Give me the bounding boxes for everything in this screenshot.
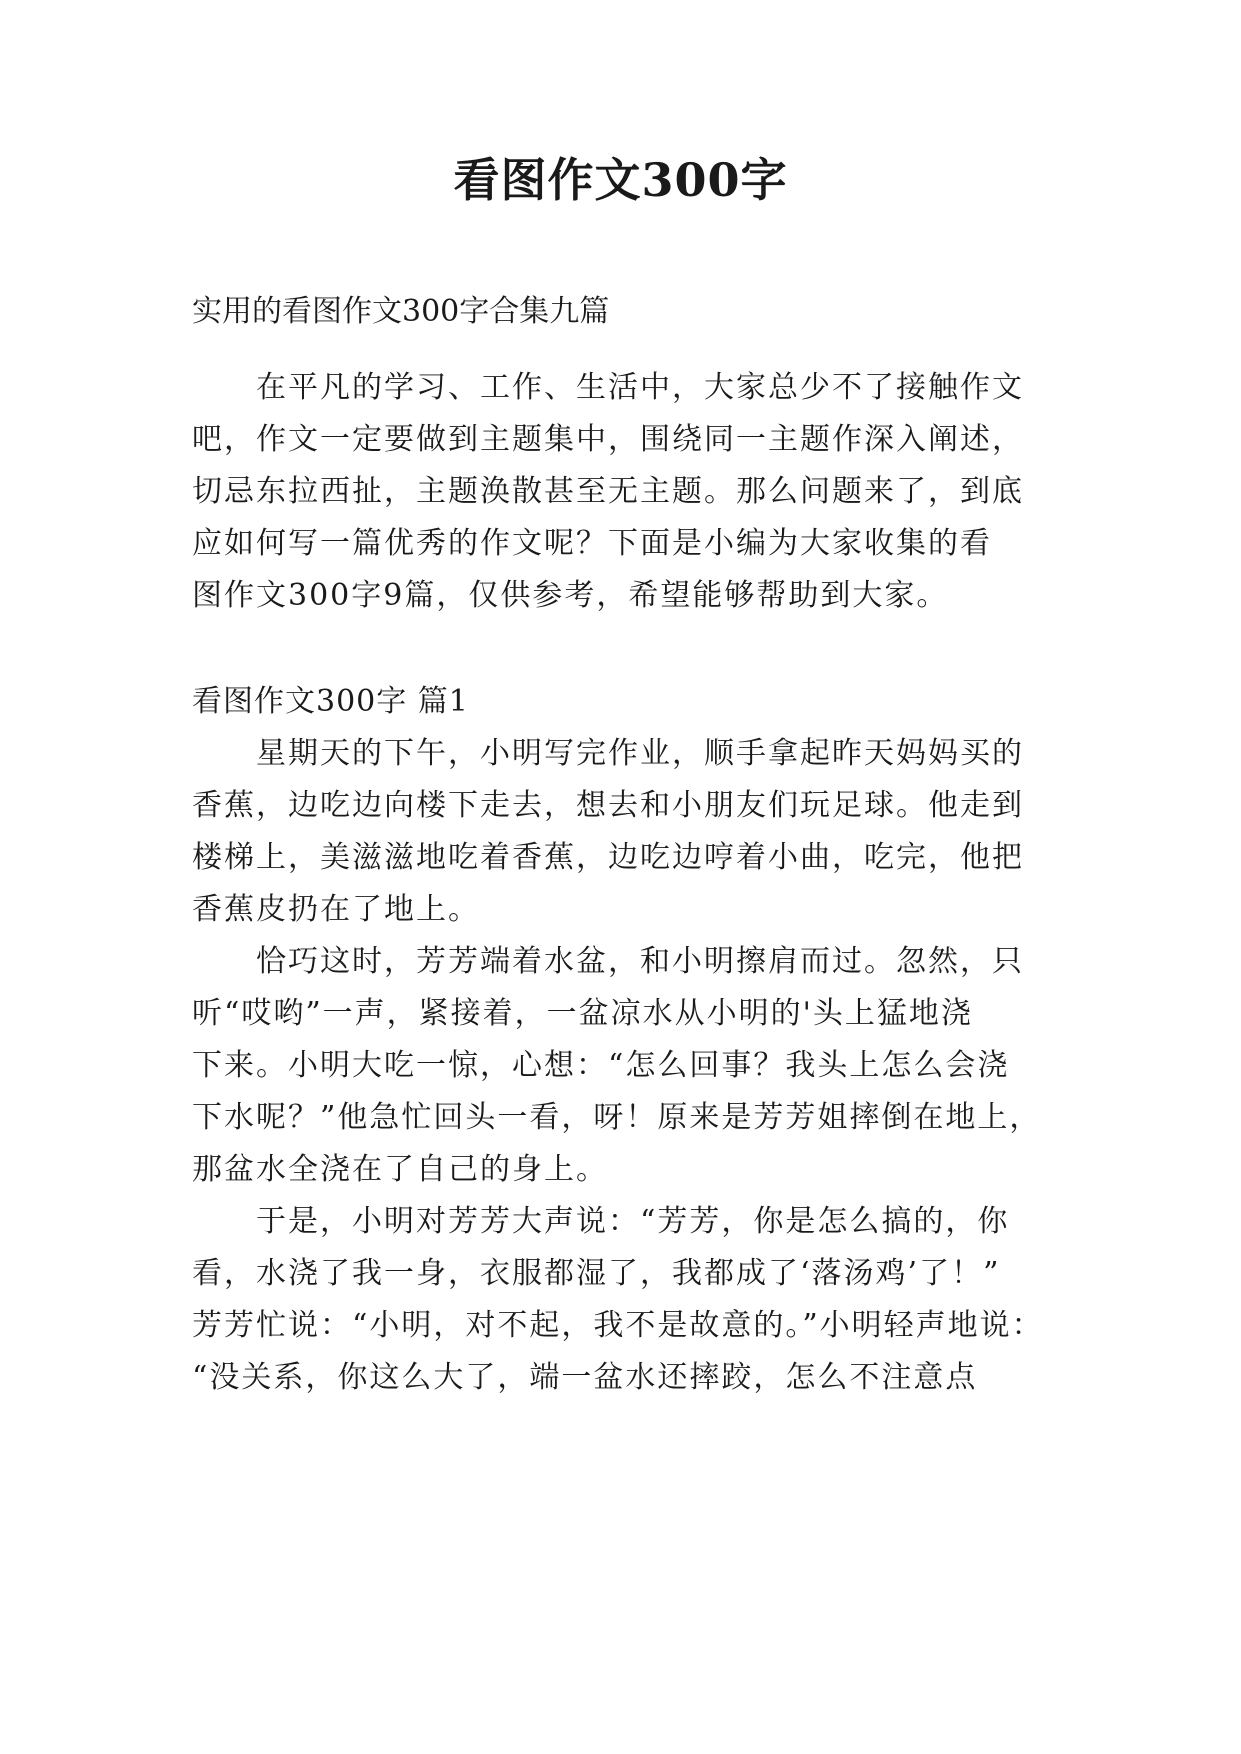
story-line: 恰巧这时，芳芳端着水盆，和小明擦肩而过。忽然，只 xyxy=(256,944,1024,979)
story-line: 那盆水全浇在了自己的身上。 xyxy=(192,1152,608,1187)
intro-line: 吧，作文一定要做到主题集中，围绕同一主题作深入阐述， xyxy=(192,422,1024,457)
document-subtitle: 实用的看图作文300字合集九篇 xyxy=(192,294,610,329)
story-line: 下水呢？”他急忙回头一看，呀！原来是芳芳姐摔倒在地上， xyxy=(192,1100,1042,1135)
story-line: 看，水浇了我一身，衣服都湿了，我都成了‘落汤鸡’了！” xyxy=(192,1256,1001,1291)
story-line: 楼梯上，美滋滋地吃着香蕉，边吃边哼着小曲，吃完，他把 xyxy=(192,840,1024,875)
document-title: 看图作文300字 xyxy=(453,153,788,207)
story-line: 芳芳忙说：“小明，对不起，我不是故意的。”小明轻声地说： xyxy=(192,1308,1044,1343)
story-line: 下来。小明大吃一惊，心想：“怎么回事？我头上怎么会浇 xyxy=(192,1048,1010,1083)
intro-line: 切忌东拉西扯，主题涣散甚至无主题。那么问题来了，到底 xyxy=(192,474,1024,509)
story-line: 香蕉皮扔在了地上。 xyxy=(192,892,480,927)
story-line: “没关系，你这么大了，端一盆水还摔跤，怎么不注意点 xyxy=(192,1360,978,1395)
intro-line: 图作文300字9篇，仅供参考，希望能够帮助到大家。 xyxy=(192,578,949,613)
story-line: 听“哎哟”一声，紧接着，一盆凉水从小明的'头上猛地浇 xyxy=(192,996,973,1031)
story-line: 星期天的下午，小明写完作业，顺手拿起昨天妈妈买的 xyxy=(256,736,1024,771)
section-heading: 看图作文300字 篇1 xyxy=(192,684,469,719)
intro-line: 应如何写一篇优秀的作文呢？下面是小编为大家收集的看 xyxy=(192,526,992,561)
story-line: 香蕉，边吃边向楼下走去，想去和小朋友们玩足球。他走到 xyxy=(192,788,1024,823)
intro-line: 在平凡的学习、工作、生活中，大家总少不了接触作文 xyxy=(256,370,1024,405)
story-line: 于是，小明对芳芳大声说：“芳芳，你是怎么搞的，你 xyxy=(256,1204,1010,1239)
